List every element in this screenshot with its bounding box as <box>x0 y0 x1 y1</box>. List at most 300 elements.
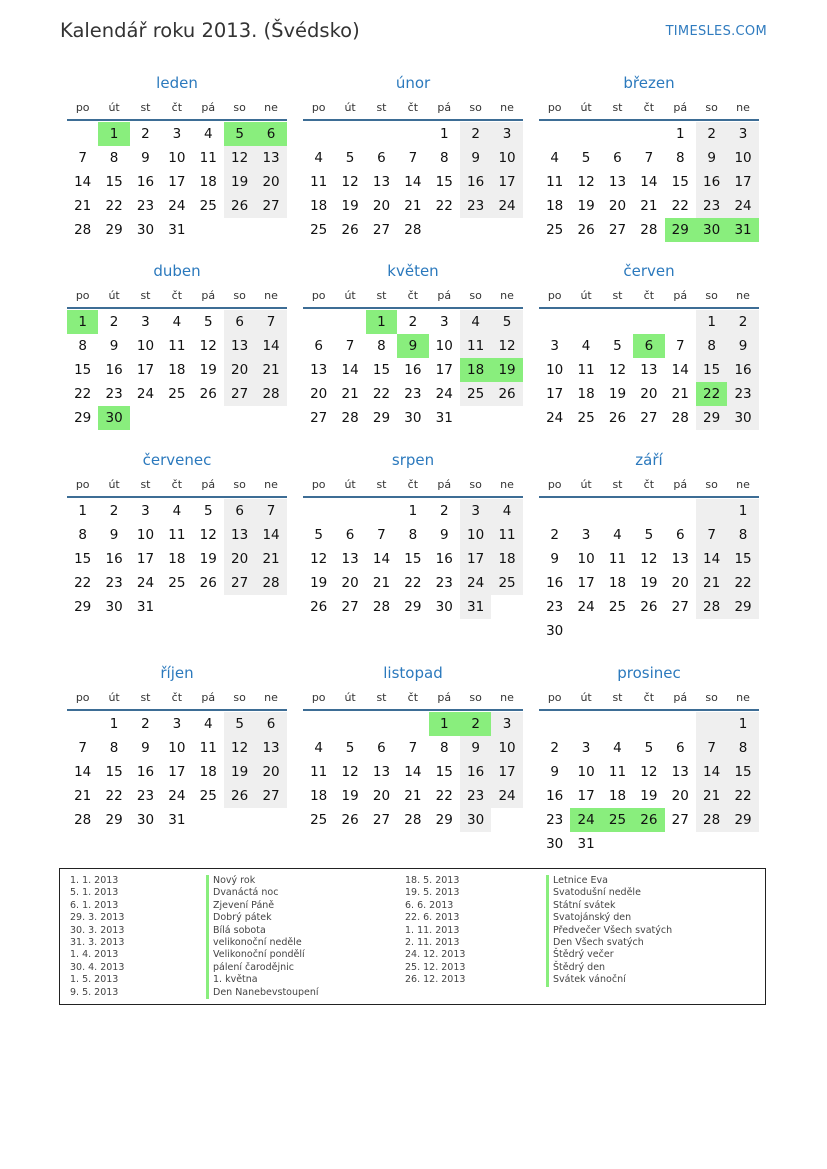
day-cell: 2 <box>550 527 559 543</box>
day-cell: 7 <box>696 523 727 547</box>
day-cell: 27 <box>671 599 689 615</box>
day-cell: 12 <box>199 338 217 354</box>
day-cell: 2 <box>109 314 119 330</box>
day-cell: 11 <box>608 551 627 567</box>
holiday-legend <box>59 868 766 1005</box>
day-cell: 16 <box>105 551 123 567</box>
day-cell: 15 <box>74 551 92 567</box>
day-cell: 12 <box>199 527 217 543</box>
weekday-label: ne <box>736 289 750 302</box>
day-cell: 6 <box>314 338 323 354</box>
day-cell: 7 <box>78 150 87 166</box>
day-cell: 6 <box>675 740 685 756</box>
weekday-label: pá <box>437 101 452 114</box>
holiday-day-cell: 1 <box>67 310 98 334</box>
day-cell: 15 <box>105 764 123 780</box>
day-cell: 6 <box>345 527 355 543</box>
day-cell: 13 <box>640 362 658 378</box>
day-cell: 29 <box>435 812 453 828</box>
day-cell: 21 <box>640 198 658 214</box>
day-cell: 11 <box>168 527 186 543</box>
day-cell: 6 <box>675 527 685 543</box>
day-cell: 12 <box>224 736 255 760</box>
day-cell: 28 <box>255 571 286 595</box>
day-cell: 12 <box>608 362 627 378</box>
day-cell: 26 <box>640 599 658 615</box>
day-cell: 8 <box>78 527 87 543</box>
day-cell: 4 <box>491 499 522 523</box>
day-cell: 27 <box>671 812 689 828</box>
day-cell: 20 <box>255 760 286 784</box>
day-cell: 10 <box>435 338 453 354</box>
day-cell: 22 <box>74 386 92 402</box>
weekday-label: čt <box>407 478 419 491</box>
day-cell: 30 <box>460 808 491 832</box>
weekday-label: pá <box>201 289 216 302</box>
legend-date: 30. 4. 2013 <box>70 961 125 973</box>
day-cell: 5 <box>644 527 654 543</box>
empty-cell <box>397 712 428 736</box>
day-cell: 9 <box>109 338 119 354</box>
day-cell: 14 <box>341 362 359 378</box>
day-cell: 13 <box>224 334 255 358</box>
day-cell: 26 <box>341 222 359 238</box>
weekday-label: po <box>75 289 90 302</box>
month-12 <box>539 660 759 856</box>
day-cell: 28 <box>404 222 422 238</box>
day-cell: 2 <box>460 122 491 146</box>
day-cell: 15 <box>671 174 689 190</box>
day-cell: 30 <box>546 836 564 852</box>
day-cell: 13 <box>671 551 689 567</box>
day-cell: 17 <box>435 362 453 378</box>
day-cell: 22 <box>105 198 123 214</box>
day-cell: 6 <box>255 712 286 736</box>
holiday-day-cell: 30 <box>98 406 129 430</box>
weekday-label: ne <box>736 691 750 704</box>
day-cell: 10 <box>460 523 491 547</box>
holiday-day-cell: 6 <box>633 334 664 358</box>
day-cell: 29 <box>105 812 123 828</box>
weekday-label: čt <box>643 101 655 114</box>
holiday-day-cell: 26 <box>633 808 664 832</box>
weekday-label: út <box>344 478 356 491</box>
day-cell: 13 <box>372 764 391 780</box>
day-cell: 23 <box>460 194 491 218</box>
day-cell: 3 <box>172 126 182 142</box>
legend-date: 29. 3. 2013 <box>70 912 125 924</box>
day-cell: 9 <box>727 334 758 358</box>
day-cell: 1 <box>408 503 418 519</box>
day-cell: 16 <box>727 358 758 382</box>
day-cell: 16 <box>546 575 564 591</box>
day-cell: 10 <box>546 362 564 378</box>
day-cell: 10 <box>491 146 522 170</box>
day-cell: 21 <box>404 788 422 804</box>
weekday-label: po <box>311 478 326 491</box>
day-cell: 10 <box>577 551 595 567</box>
empty-cell <box>633 122 664 146</box>
day-cell: 27 <box>255 194 286 218</box>
day-cell: 28 <box>372 599 391 615</box>
day-cell: 31 <box>136 599 155 615</box>
holiday-day-cell: 2 <box>460 712 491 736</box>
header-rule <box>67 119 287 121</box>
day-cell: 12 <box>341 174 359 190</box>
day-cell: 23 <box>460 784 491 808</box>
day-cell: 16 <box>460 760 491 784</box>
weekday-label: pá <box>437 691 452 704</box>
weekday-label: po <box>547 478 562 491</box>
legend-date: 9. 5. 2013 <box>70 986 119 998</box>
empty-cell <box>67 122 98 146</box>
weekday-label: ne <box>500 101 514 114</box>
site-link[interactable]: TIMESLES.COM <box>665 24 767 39</box>
day-cell: 30 <box>546 623 564 639</box>
day-cell: 27 <box>372 812 391 828</box>
day-cell: 3 <box>172 716 182 732</box>
day-cell: 18 <box>310 198 328 214</box>
day-cell: 1 <box>439 126 449 142</box>
day-cell: 11 <box>310 764 328 780</box>
weekday-label: st <box>140 691 151 704</box>
legend-date: 25. 12. 2013 <box>405 961 466 973</box>
day-cell: 4 <box>314 150 323 166</box>
month-name: listopad <box>383 664 443 682</box>
day-cell: 25 <box>460 382 491 406</box>
day-cell: 20 <box>671 575 689 591</box>
weekday-label: so <box>469 289 482 302</box>
weekday-label: pá <box>673 101 688 114</box>
day-cell: 17 <box>136 551 155 567</box>
day-cell: 2 <box>109 503 119 519</box>
holiday-day-cell: 25 <box>602 808 633 832</box>
empty-cell <box>334 712 365 736</box>
day-cell: 28 <box>255 382 286 406</box>
day-cell: 28 <box>640 222 658 238</box>
day-cell: 8 <box>696 334 727 358</box>
day-cell: 7 <box>644 150 654 166</box>
weekday-label: pá <box>201 691 216 704</box>
empty-cell <box>570 499 601 523</box>
weekday-label: út <box>108 691 120 704</box>
day-cell: 22 <box>727 784 758 808</box>
day-cell: 3 <box>141 314 150 330</box>
day-cell: 26 <box>608 410 627 426</box>
day-cell: 23 <box>727 382 758 406</box>
day-cell: 14 <box>404 764 422 780</box>
day-cell: 27 <box>224 382 255 406</box>
day-cell: 16 <box>105 362 123 378</box>
day-cell: 6 <box>377 150 386 166</box>
day-cell: 18 <box>168 551 186 567</box>
day-cell: 23 <box>435 575 453 591</box>
day-cell: 14 <box>255 523 286 547</box>
legend-date: 19. 5. 2013 <box>405 887 460 899</box>
empty-cell <box>633 499 664 523</box>
weekday-label: st <box>140 101 151 114</box>
weekday-label: po <box>547 289 562 302</box>
day-cell: 27 <box>608 222 627 238</box>
day-cell: 15 <box>74 362 92 378</box>
empty-cell <box>539 122 570 146</box>
day-cell: 27 <box>341 599 359 615</box>
holiday-day-cell: 29 <box>665 218 696 242</box>
day-cell: 2 <box>439 503 449 519</box>
weekday-label: po <box>75 101 90 114</box>
month-name: květen <box>387 262 439 280</box>
day-cell: 8 <box>675 150 685 166</box>
day-cell: 3 <box>581 527 591 543</box>
weekday-label: čt <box>171 478 183 491</box>
month-8 <box>303 447 523 619</box>
day-cell: 5 <box>644 740 654 756</box>
weekday-label: čt <box>643 691 655 704</box>
day-cell: 6 <box>377 740 386 756</box>
day-cell: 15 <box>696 358 727 382</box>
day-cell: 6 <box>224 310 255 334</box>
empty-cell <box>665 712 696 736</box>
day-cell: 17 <box>491 760 522 784</box>
day-cell: 15 <box>435 174 453 190</box>
legend-holiday-name: Den Nanebevstoupení <box>206 987 319 999</box>
empty-cell <box>633 712 664 736</box>
day-cell: 27 <box>640 410 658 426</box>
month-name: únor <box>395 74 431 92</box>
day-cell: 24 <box>168 788 186 804</box>
legend-holiday-name: pálení čarodějnic <box>206 962 319 974</box>
empty-cell <box>665 310 696 334</box>
day-cell: 7 <box>408 150 418 166</box>
day-cell: 4 <box>172 314 182 330</box>
month-11 <box>303 660 523 832</box>
day-cell: 10 <box>136 338 155 354</box>
day-cell: 21 <box>671 386 689 402</box>
day-cell: 3 <box>581 740 591 756</box>
day-cell: 28 <box>671 410 689 426</box>
weekday-label: ne <box>500 289 514 302</box>
legend-holiday-name: Zjevení Páně <box>206 900 319 912</box>
empty-cell <box>397 122 428 146</box>
weekday-label: so <box>469 101 482 114</box>
header-rule <box>67 709 287 711</box>
day-cell: 23 <box>546 599 564 615</box>
weekday-label: so <box>705 101 718 114</box>
day-cell: 4 <box>613 527 622 543</box>
day-cell: 25 <box>310 812 328 828</box>
holiday-day-cell: 31 <box>727 218 758 242</box>
day-cell: 22 <box>727 571 758 595</box>
weekday-label: st <box>140 289 151 302</box>
day-cell: 2 <box>141 716 150 732</box>
day-cell: 15 <box>404 551 422 567</box>
legend-holiday-name: velikonoční neděle <box>206 937 319 949</box>
month-name: březen <box>623 74 675 92</box>
day-cell: 29 <box>727 595 758 619</box>
day-cell: 20 <box>608 198 627 214</box>
empty-cell <box>539 499 570 523</box>
weekday-label: pá <box>673 691 688 704</box>
day-cell: 3 <box>727 122 758 146</box>
weekday-label: po <box>547 101 562 114</box>
legend-date: 1. 4. 2013 <box>70 949 119 961</box>
day-cell: 6 <box>224 499 255 523</box>
day-cell: 16 <box>546 788 564 804</box>
weekday-label: so <box>705 478 718 491</box>
day-cell: 16 <box>696 170 727 194</box>
legend-holiday-name: Bílá sobota <box>206 925 319 937</box>
weekday-label: po <box>311 289 326 302</box>
holiday-day-cell: 1 <box>98 122 129 146</box>
empty-cell <box>602 712 633 736</box>
day-cell: 13 <box>671 764 689 780</box>
day-cell: 25 <box>199 198 217 214</box>
day-cell: 24 <box>577 599 595 615</box>
day-cell: 3 <box>550 338 559 354</box>
legend-date: 22. 6. 2013 <box>405 912 460 924</box>
legend-date: 2. 11. 2013 <box>405 937 460 949</box>
header-rule <box>303 307 523 309</box>
weekday-label: út <box>580 691 592 704</box>
day-cell: 1 <box>727 712 758 736</box>
day-cell: 25 <box>577 410 595 426</box>
day-cell: 29 <box>372 410 391 426</box>
month-10 <box>67 660 287 832</box>
header-rule <box>67 496 287 498</box>
legend-holiday-name: Štědrý večer <box>546 949 672 961</box>
day-cell: 14 <box>74 764 92 780</box>
holiday-day-cell: 30 <box>696 218 727 242</box>
month-6 <box>539 258 759 430</box>
day-cell: 19 <box>341 198 359 214</box>
day-cell: 15 <box>727 760 758 784</box>
day-cell: 17 <box>546 386 564 402</box>
day-cell: 23 <box>136 198 155 214</box>
day-cell: 20 <box>372 198 391 214</box>
header-rule <box>303 709 523 711</box>
day-cell: 11 <box>310 174 328 190</box>
day-cell: 17 <box>491 170 522 194</box>
day-cell: 14 <box>255 334 286 358</box>
day-cell: 14 <box>404 174 422 190</box>
day-cell: 24 <box>168 198 186 214</box>
day-cell: 29 <box>404 599 422 615</box>
empty-cell <box>570 310 601 334</box>
day-cell: 22 <box>105 788 123 804</box>
weekday-label: st <box>140 478 151 491</box>
day-cell: 3 <box>491 122 522 146</box>
weekday-label: po <box>311 691 326 704</box>
day-cell: 21 <box>74 788 92 804</box>
empty-cell <box>665 499 696 523</box>
legend-date: 31. 3. 2013 <box>70 937 125 949</box>
day-cell: 23 <box>136 788 155 804</box>
day-cell: 15 <box>372 362 391 378</box>
day-cell: 26 <box>224 784 255 808</box>
day-cell: 8 <box>439 150 449 166</box>
day-cell: 26 <box>491 382 522 406</box>
day-cell: 27 <box>310 410 328 426</box>
day-cell: 23 <box>404 386 422 402</box>
weekday-label: čt <box>643 289 655 302</box>
day-cell: 13 <box>224 523 255 547</box>
weekday-label: út <box>108 101 120 114</box>
day-cell: 5 <box>491 310 522 334</box>
day-cell: 25 <box>310 222 328 238</box>
day-cell: 8 <box>408 527 418 543</box>
holiday-day-cell: 18 <box>460 358 491 382</box>
day-cell: 12 <box>640 764 658 780</box>
day-cell: 24 <box>435 386 453 402</box>
day-cell: 18 <box>491 547 522 571</box>
day-cell: 23 <box>546 812 564 828</box>
day-cell: 9 <box>141 150 150 166</box>
day-cell: 24 <box>546 410 564 426</box>
day-cell: 10 <box>168 150 186 166</box>
month-7 <box>67 447 287 619</box>
empty-cell <box>303 499 334 523</box>
holiday-day-cell: 9 <box>397 334 428 358</box>
day-cell: 27 <box>372 222 391 238</box>
day-cell: 20 <box>640 386 658 402</box>
weekday-label: út <box>344 101 356 114</box>
day-cell: 25 <box>491 571 522 595</box>
day-cell: 17 <box>168 764 186 780</box>
empty-cell <box>334 122 365 146</box>
month-name: duben <box>153 262 201 280</box>
day-cell: 15 <box>435 764 453 780</box>
day-cell: 23 <box>105 386 123 402</box>
day-cell: 22 <box>372 386 391 402</box>
weekday-label: čt <box>171 691 183 704</box>
weekday-label: pá <box>673 289 688 302</box>
legend-holiday-name: Dvanáctá noc <box>206 887 319 899</box>
day-cell: 23 <box>105 575 123 591</box>
day-cell: 10 <box>727 146 758 170</box>
weekday-label: čt <box>407 101 419 114</box>
weekday-label: st <box>612 289 623 302</box>
day-cell: 14 <box>696 547 727 571</box>
day-cell: 10 <box>491 736 522 760</box>
day-cell: 12 <box>640 551 658 567</box>
day-cell: 20 <box>372 788 391 804</box>
day-cell: 16 <box>404 362 422 378</box>
day-cell: 1 <box>696 310 727 334</box>
day-cell: 19 <box>640 575 658 591</box>
weekday-label: čt <box>407 289 419 302</box>
day-cell: 26 <box>310 599 328 615</box>
day-cell: 29 <box>74 599 92 615</box>
header-rule <box>539 496 759 498</box>
weekday-label: so <box>233 289 246 302</box>
day-cell: 27 <box>224 571 255 595</box>
weekday-label: st <box>612 101 623 114</box>
day-cell: 14 <box>696 760 727 784</box>
legend-date: 6. 1. 2013 <box>70 899 119 911</box>
legend-holiday-name: Nový rok <box>206 875 319 887</box>
weekday-label: pá <box>201 101 216 114</box>
day-cell: 18 <box>546 198 564 214</box>
day-cell: 19 <box>310 575 328 591</box>
weekday-label: st <box>612 478 623 491</box>
day-cell: 23 <box>696 194 727 218</box>
day-cell: 21 <box>372 575 391 591</box>
legend-holiday-name: Den Všech svatých <box>546 937 672 949</box>
day-cell: 3 <box>460 499 491 523</box>
weekday-label: út <box>344 691 356 704</box>
day-cell: 21 <box>696 571 727 595</box>
legend-date: 30. 3. 2013 <box>70 924 125 936</box>
